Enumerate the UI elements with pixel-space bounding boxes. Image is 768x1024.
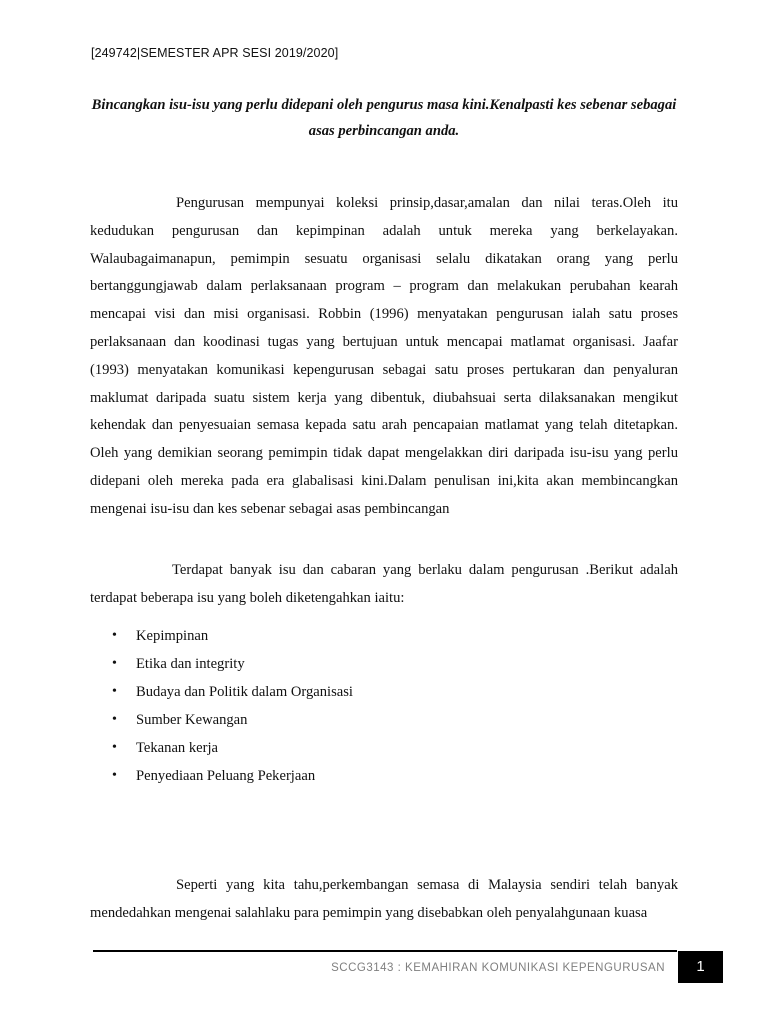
list-item-label: Sumber Kewangan (136, 712, 248, 728)
list-item (90, 622, 353, 650)
bullet-icon: • (112, 768, 117, 783)
list-item-label: Penyediaan Peluang Pekerjaan (136, 768, 316, 784)
list-item-label: Tekanan kerja (136, 740, 219, 756)
bullet-icon: • (112, 740, 117, 755)
list-item (90, 706, 353, 734)
list-item (90, 650, 353, 678)
list-item (90, 734, 353, 762)
issues-list (90, 622, 353, 790)
paragraph-introduction: Pengurusan mempunyai koleksi prinsip,dasar,amalan dan nilai teras.Oleh itu kedudukan pengurusan dan kepimpinan adalah untuk mereka yang berkelayakan. Walaubagaimanapun, pemimpin sesuatu organisasi selalu dikatakan orang yang perlu bertanggungjawab dalam perlaksanaan program – program dan melakukan perubahan kearah mencapai visi dan misi organisasi. Robbin (1996) menyatakan pengurusan ialah satu proses perlaksanaan dan koodinasi tugas yang bertujuan untuk mencapai matlamat organisasi. Jaafar (1993) menyatakan komunikasi kepengurusan sebagai satu proses pertukaran dan penyaluran maklumat daripada suatu sistem kerja yang dibentuk, diubahsuai serta dilaksanakan mengikut kehendak dan penyesuaian semasa kepada satu arah pencapaian matlamat yang telah ditetapkan. Oleh yang demikian seorang pemimpin tidak dapat mengelakkan diri daripada isu-isu yang perlu didepani oleh mereka pada era glabalisasi kini.Dalam penulisan ini,kita akan membincangkan mengenai isu-isu dan kes sebenar sebagai asas pembincangan (90, 195, 678, 517)
list-item-label: Etika dan integrity (136, 656, 245, 672)
list-item (90, 678, 353, 706)
footer-divider (93, 950, 677, 952)
footer-course-title: SCCG3143 : KEMAHIRAN KOMUNIKASI KEPENGURUSAN (331, 962, 665, 974)
list-item (90, 762, 353, 790)
bullet-icon: • (112, 712, 117, 727)
bullet-icon: • (112, 628, 117, 643)
bullet-icon: • (112, 684, 117, 699)
paragraph-malaysia-context: Seperti yang kita tahu,perkembangan semasa di Malaysia sendiri telah banyak mendedahkan mengenai salahlaku para pemimpin yang disebabkan oleh penyalahgunaan kuasa (90, 877, 678, 921)
essay-question-title: Bincangkan isu-isu yang perlu didepani oleh pengurus masa kini.Kenalpasti kes sebenar sebagai asas perbincangan anda. (91, 97, 677, 139)
bullet-icon: • (112, 656, 117, 671)
list-item-label: Kepimpinan (136, 628, 209, 644)
document-header-id: [249742|SEMESTER APR SESI 2019/2020] (91, 46, 339, 60)
list-item-label: Budaya dan Politik dalam Organisasi (136, 684, 353, 700)
paragraph-issues-intro: Terdapat banyak isu dan cabaran yang berlaku dalam pengurusan .Berikut adalah terdapat beberapa isu yang boleh diketengahkan iaitu: (90, 562, 678, 606)
page-number-badge: 1 (678, 951, 723, 983)
